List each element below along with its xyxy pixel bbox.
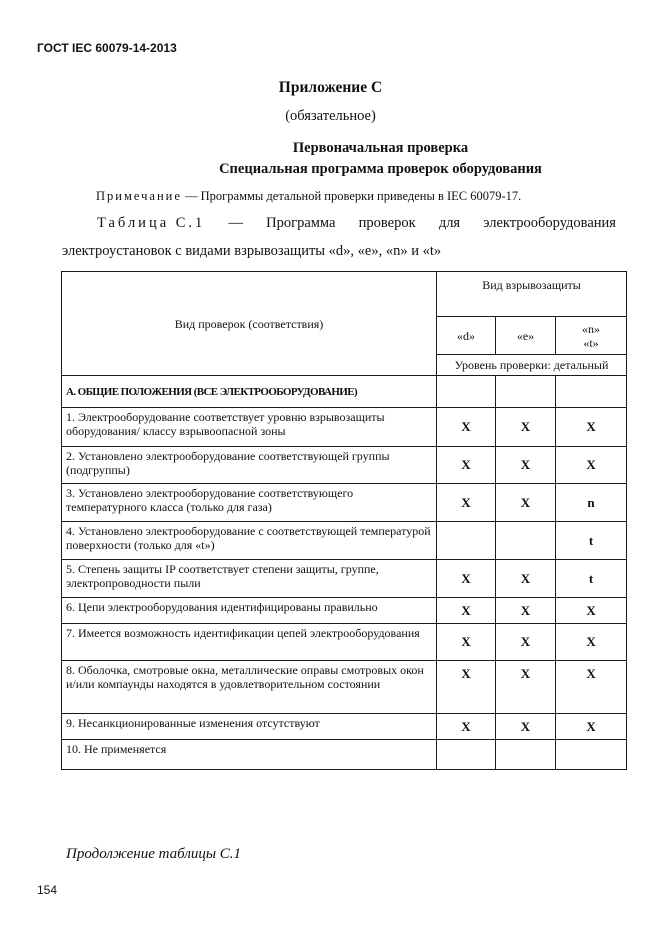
check-description: 4. Установлено электрооборудование с соответствующей температурой поверхности (только для «t») [62,522,437,560]
mark-d: X [437,624,496,661]
table-caption-word: проверок [358,215,416,231]
table-caption-dash: — [228,215,243,231]
mark-n-t: t [556,560,627,598]
note-dash: — [181,189,201,203]
mark-e: X [496,447,556,484]
mark-d: X [437,408,496,447]
mark-n-t: X [556,408,627,447]
column-header-protection: Вид взрывозащиты [437,272,627,317]
section-row-a: А. ОБЩИЕ ПОЛОЖЕНИЯ (ВСЕ ЭЛЕКТРООБОРУДОВАНИЕ) [62,376,437,408]
table-row [62,447,627,484]
column-header-check-type: Вид проверок (соответствия) [62,272,437,376]
column-header-d: «d» [437,317,496,355]
empty-cell [437,376,496,408]
column-header-e: «е» [496,317,556,355]
check-description: 10. Не применяется [62,740,437,770]
table-caption-label: Таблица С.1 [97,215,206,231]
check-description: 6. Цепи электрооборудования идентифицированы правильно [62,598,437,624]
table-row [62,408,627,447]
continuation-note: Продолжение таблицы С.1 [66,846,242,862]
note-label: Примечание [96,189,182,203]
mark-n-t: X [556,447,627,484]
empty-cell [496,376,556,408]
inspection-table [61,271,627,770]
table-caption-word: Программа [266,215,336,231]
check-description: 7. Имеется возможность идентификации цепей электрооборудования [62,624,437,661]
mark-n-t: t [556,522,627,560]
table-caption-word: для [438,215,461,231]
table-row [62,714,627,740]
document-header: ГОСТ IEC 60079-14-2013 [37,41,177,55]
check-description: 8. Оболочка, смотровые окна, металлические оправы смотровых окон и/или компаунды находятся в удовлетворительном состоянии [62,661,437,714]
mark-e: X [496,484,556,522]
mark-d [437,522,496,560]
mark-d: X [437,661,496,714]
section-heading-2: Специальная программа проверок оборудования [219,161,542,177]
mark-n-t: X [556,624,627,661]
mark-n-t: X [556,661,627,714]
table-caption-line-2: электроустановок с видами взрывозащиты «d», «е», «n» и «t» [62,243,442,259]
section-heading-1: Первоначальная проверка [292,140,469,156]
mark-d [437,740,496,770]
appendix-subtitle: (обязательное) [285,108,376,124]
table-row [62,598,627,624]
check-description: 9. Несанкционированные изменения отсутствуют [62,714,437,740]
mark-n-t [556,740,627,770]
table-caption [97,215,616,232]
table-row [62,522,627,560]
mark-d: X [437,598,496,624]
mark-n-t: X [556,714,627,740]
mark-e [496,522,556,560]
mark-e: X [496,408,556,447]
note-text: Программы детальной проверки приведены в IEC 60079-17. [200,189,522,203]
mark-n-t: n [556,484,627,522]
mark-d: X [437,714,496,740]
table-row [62,740,627,770]
mark-e: X [496,598,556,624]
check-description: 3. Установлено электрооборудование соответствующего температурного класса (только для газа) [62,484,437,522]
mark-e: X [496,624,556,661]
empty-cell [556,376,627,408]
column-header-t: «t» [583,335,599,350]
table-row [62,624,627,661]
column-header-n: «n» [582,321,600,336]
table-row [62,661,627,714]
inspection-level: Уровень проверки: детальный [437,355,627,376]
mark-e: X [496,661,556,714]
check-description: 1. Электрооборудование соответствует уровню взрывозащиты оборудования/ классу взрывоопасной зоны [62,408,437,447]
check-description: 5. Степень защиты IP соответствует степени защиты, группе, электропроводности пыли [62,560,437,598]
mark-e: X [496,714,556,740]
mark-d: X [437,484,496,522]
page-number: 154 [37,883,58,897]
mark-e [496,740,556,770]
table-caption-word: электрооборудования [483,215,616,231]
check-description: 2. Установлено электрооборудование соответствующей группы (подгруппы) [62,447,437,484]
mark-e: X [496,560,556,598]
appendix-title: Приложение С [278,79,383,96]
mark-d: X [437,447,496,484]
table-row [62,484,627,522]
column-header-n-t [556,317,627,355]
mark-d: X [437,560,496,598]
note [96,189,521,204]
table-row [62,560,627,598]
mark-n-t: X [556,598,627,624]
